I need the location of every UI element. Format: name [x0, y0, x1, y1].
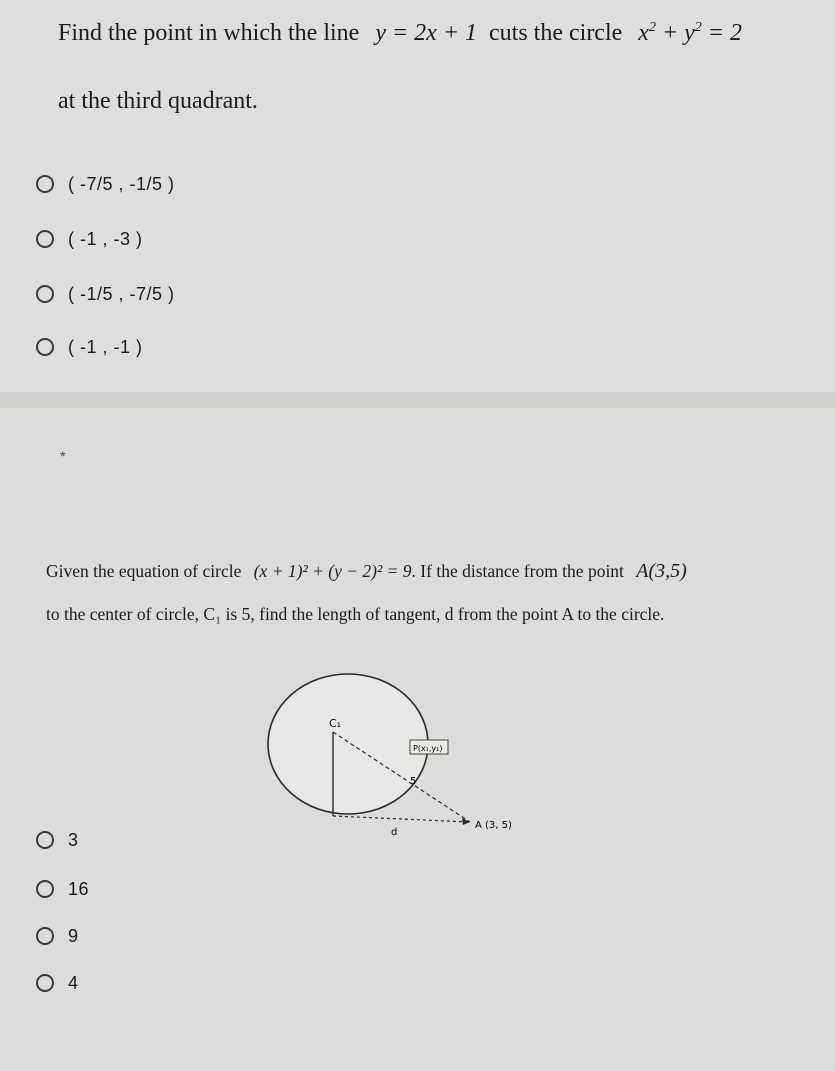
radio-button[interactable] — [36, 285, 54, 303]
q1-circle-equation — [638, 20, 742, 46]
q1-circle-equals: = 2 — [701, 20, 742, 46]
radio-button[interactable] — [36, 338, 54, 356]
card-divider — [0, 392, 835, 408]
radio-button[interactable] — [36, 175, 54, 193]
q2-option-1[interactable] — [36, 827, 79, 853]
q2-circle-equation: (x + 1)² + (y − 2)² = 9 — [253, 561, 412, 581]
tangent-diagram — [265, 672, 545, 847]
q1-circle-sup-2: 2 — [694, 20, 702, 35]
q1-option-2-label: ( -1 , -3 ) — [68, 228, 143, 249]
q1-option-1[interactable] — [36, 171, 175, 197]
q1-option-3-label: ( -1/5 , -7/5 ) — [68, 283, 175, 304]
required-star: * — [60, 448, 66, 464]
radio-button[interactable] — [36, 927, 54, 945]
circle-shape — [268, 674, 428, 814]
tangent-point-label: P(x₁,y₁) — [413, 744, 443, 753]
q1-option-1-label: ( -7/5 , -1/5 ) — [68, 173, 175, 194]
q1-option-2[interactable] — [36, 226, 143, 252]
q1-circle-plus-y: + y — [655, 20, 695, 46]
question-1-text-line2: at the third quadrant. — [58, 88, 258, 114]
question-2-text — [46, 560, 687, 583]
q1-text-middle: cuts the circle — [489, 20, 623, 46]
q2-text-middle: . If the distance from the point — [411, 561, 624, 581]
q1-line-equation: y = 2x + 1 — [375, 20, 478, 46]
radio-button[interactable] — [36, 880, 54, 898]
q2-point: A(3,5) — [636, 560, 687, 582]
tangent-line — [333, 816, 470, 822]
tangent-diagram-svg — [265, 672, 545, 842]
q2-option-4[interactable] — [36, 970, 79, 996]
point-a-label: A (3, 5) — [475, 820, 512, 831]
radio-button[interactable] — [36, 230, 54, 248]
tangent-length-label: d — [391, 827, 398, 838]
question-2-text-line2: to the center of circle, C₁ is 5, find the length of tangent, d from the point A to the circle. — [46, 604, 665, 624]
q2-option-4-label: 4 — [68, 972, 79, 993]
radio-button[interactable] — [36, 974, 54, 992]
q1-option-4-label: ( -1 , -1 ) — [68, 336, 143, 357]
q1-circle-sup-1: 2 — [648, 20, 656, 35]
q1-option-3[interactable] — [36, 281, 175, 307]
q2-option-3[interactable] — [36, 923, 79, 949]
distance-label: 5 — [410, 776, 417, 787]
arrow-head-icon — [462, 818, 470, 825]
q1-option-4[interactable] — [36, 334, 143, 360]
radio-button[interactable] — [36, 831, 54, 849]
q1-text-prefix: Find the point in which the line — [58, 20, 360, 46]
q2-option-3-label: 9 — [68, 925, 79, 946]
question-1-text — [58, 20, 742, 47]
q2-option-2-label: 16 — [68, 878, 90, 899]
center-label: C₁ — [329, 717, 342, 730]
q2-text-prefix: Given the equation of circle — [46, 561, 242, 581]
q2-option-1-label: 3 — [68, 829, 79, 850]
q2-option-2[interactable] — [36, 876, 89, 902]
q1-circle-x: x — [638, 20, 649, 46]
